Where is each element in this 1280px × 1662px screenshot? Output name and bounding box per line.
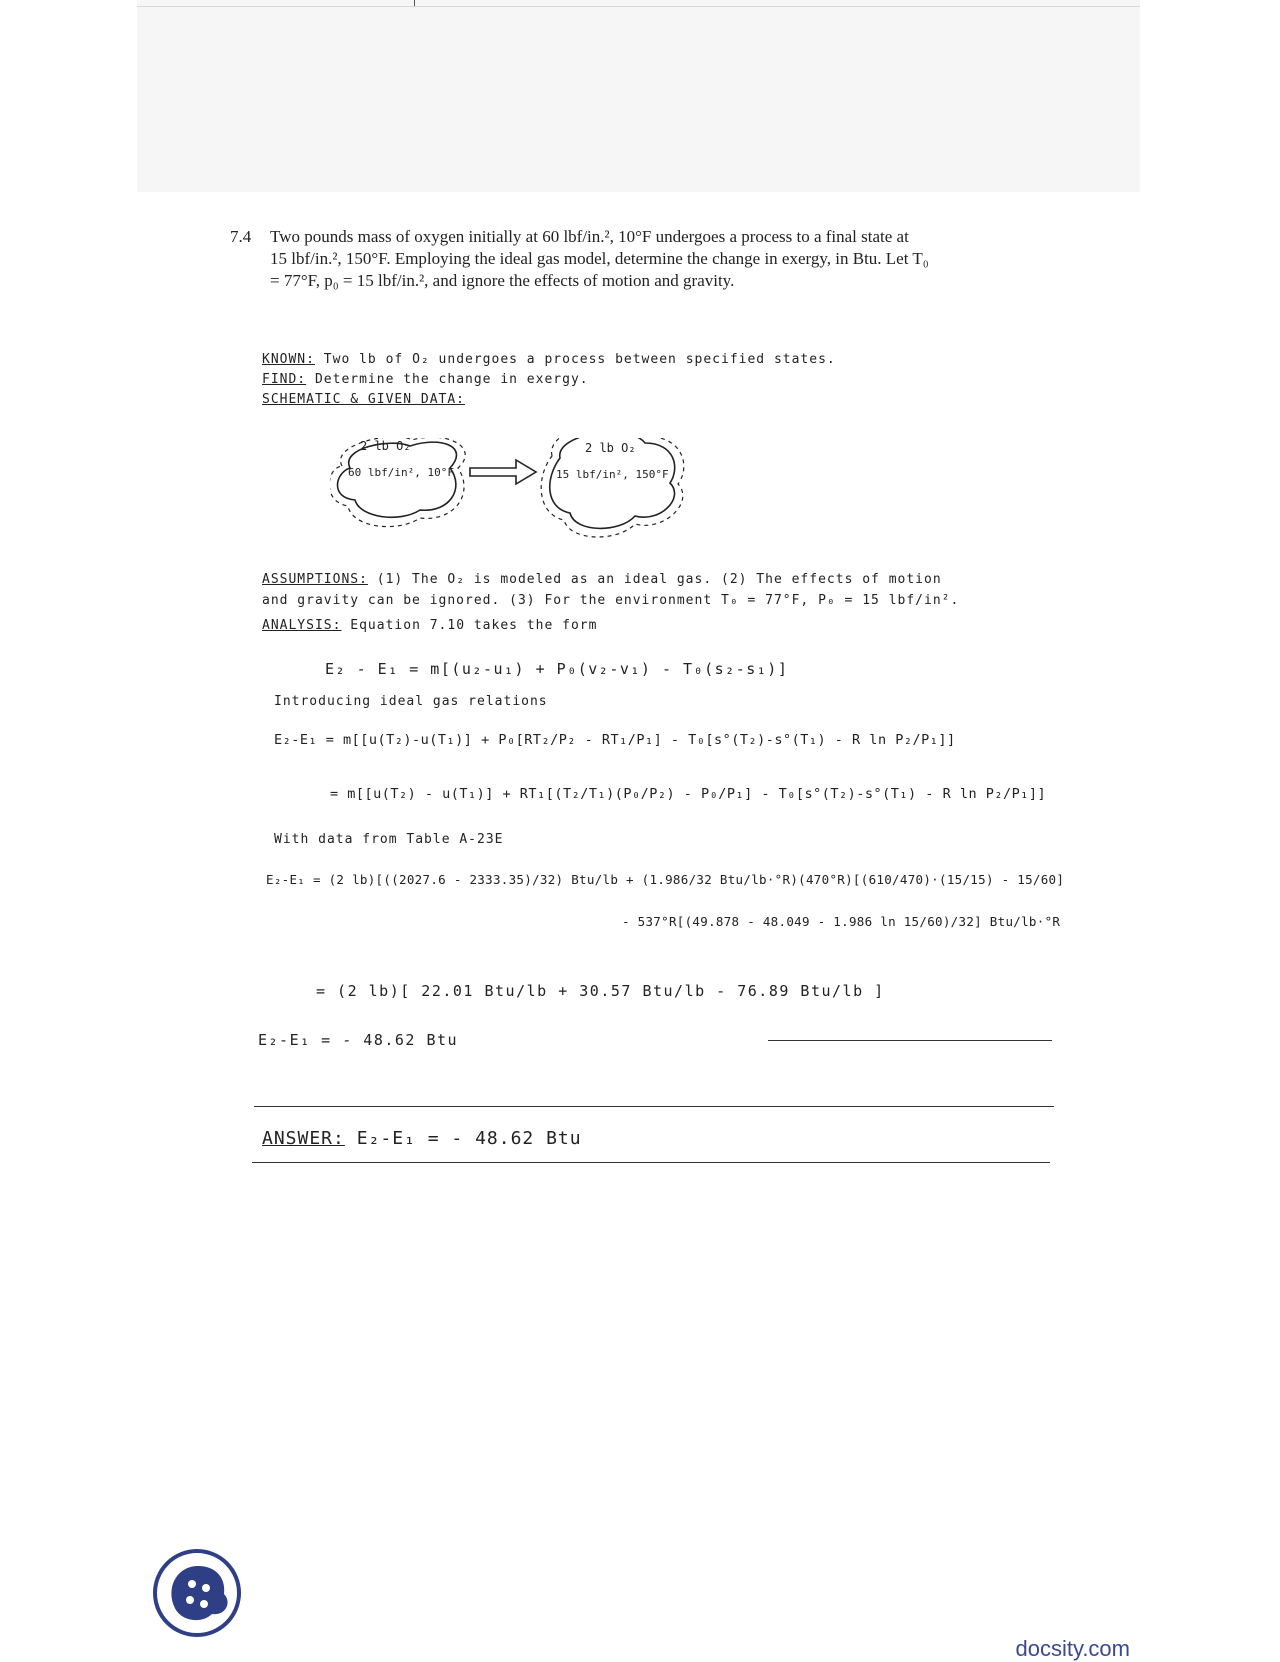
answer-top-rule: [254, 1106, 1054, 1107]
find-row: [262, 372, 589, 387]
schematic-label: SCHEMATIC & GIVEN DATA:: [262, 392, 466, 407]
equation-ideal-gas: E₂-E₁ = m[[u(T₂)-u(T₁)] + P₀[RT₂/P₂ - RT₁/P₁] - T₀[s°(T₂)-s°(T₁) - R ln P₂/P₁]]: [274, 732, 956, 748]
top-divider: [137, 6, 1140, 7]
problem-text: Two pounds mass of oxygen initially at 60 lbf/in.², 10°F undergoes a process to a final state at 15 lbf/in.², 150°F. Employing the ideal gas model, determine the change in exergy, in Btu. Let T₀ = 77°F, p₀ = 15 lbf/in.², and ignore the effects of motion and gravity.: [270, 227, 929, 290]
answer-bottom-rule: [252, 1162, 1050, 1163]
equation-exergy-change: E₂ - E₁ = m[(u₂-u₁) + P₀(v₂-v₁) - T₀(s₂-s₁)]: [325, 660, 789, 678]
schematic-diagram: [330, 438, 720, 558]
result-value: E₂-E₁ = - 48.62 Btu: [258, 1031, 459, 1049]
answer-text: E₂-E₁ = - 48.62 Btu: [356, 1128, 582, 1149]
analysis-text: Equation 7.10 takes the form: [350, 618, 598, 633]
equation-substitution: E₂-E₁ = (2 lb)[((2027.6 - 2333.35)/32) Btu/lb + (1.986/32 Btu/lb·°R)(470°R)[(610/470)·(15/15) - 15/60]: [266, 872, 1065, 887]
known-row: [262, 352, 836, 367]
process-arrow: [470, 460, 536, 484]
docsity-logo-icon: [152, 1548, 242, 1638]
known-text: Two lb of O₂ undergoes a process between specified states.: [323, 352, 836, 367]
answer-row: [262, 1128, 582, 1149]
equation-ideal-gas-simplified: = m[[u(T₂) - u(T₁)] + RT₁[(T₂/T₁)(P₀/P₂) - P₀/P₁] - T₀[s°(T₂)-s°(T₁) - R ln P₂/P₁]]: [330, 786, 1047, 802]
table-reference: With data from Table A-23E: [274, 832, 504, 847]
answer-label: ANSWER:: [262, 1128, 345, 1149]
state2-mass: 2 lb O₂: [585, 441, 636, 455]
known-label: KNOWN:: [262, 352, 315, 367]
result-pointer-line: [768, 1040, 1052, 1041]
assumptions-line-1: [262, 572, 942, 587]
state1-conditions: 60 lbf/in², 10°F: [348, 466, 454, 479]
state2-conditions: 15 lbf/in², 150°F: [556, 468, 669, 481]
assumptions-line-2: and gravity can be ignored. (3) For the environment T₀ = 77°F, P₀ = 15 lbf/in².: [262, 593, 960, 608]
assumptions-text-1: (1) The O₂ is modeled as an ideal gas. (2) The effects of motion: [376, 572, 942, 587]
brand-name[interactable]: docsity.com: [1015, 1636, 1130, 1661]
equation-evaluated: = (2 lb)[ 22.01 Btu/lb + 30.57 Btu/lb - 76.89 Btu/lb ]: [316, 982, 885, 1000]
state1-mass: 2 lb O₂: [360, 439, 411, 453]
analysis-label: ANALYSIS:: [262, 618, 342, 633]
ideal-gas-intro: Introducing ideal gas relations: [274, 694, 548, 709]
analysis-row: [262, 618, 597, 633]
find-label: FIND:: [262, 372, 307, 387]
top-tick-mark: [414, 0, 415, 6]
equation-substitution-cont: - 537°R[(49.878 - 48.049 - 1.986 ln 15/60)/32] Btu/lb·°R: [622, 914, 1061, 929]
assumptions-label: ASSUMPTIONS:: [262, 572, 368, 587]
problem-number: 7.4: [230, 227, 252, 246]
find-text: Determine the change in exergy.: [314, 372, 589, 387]
